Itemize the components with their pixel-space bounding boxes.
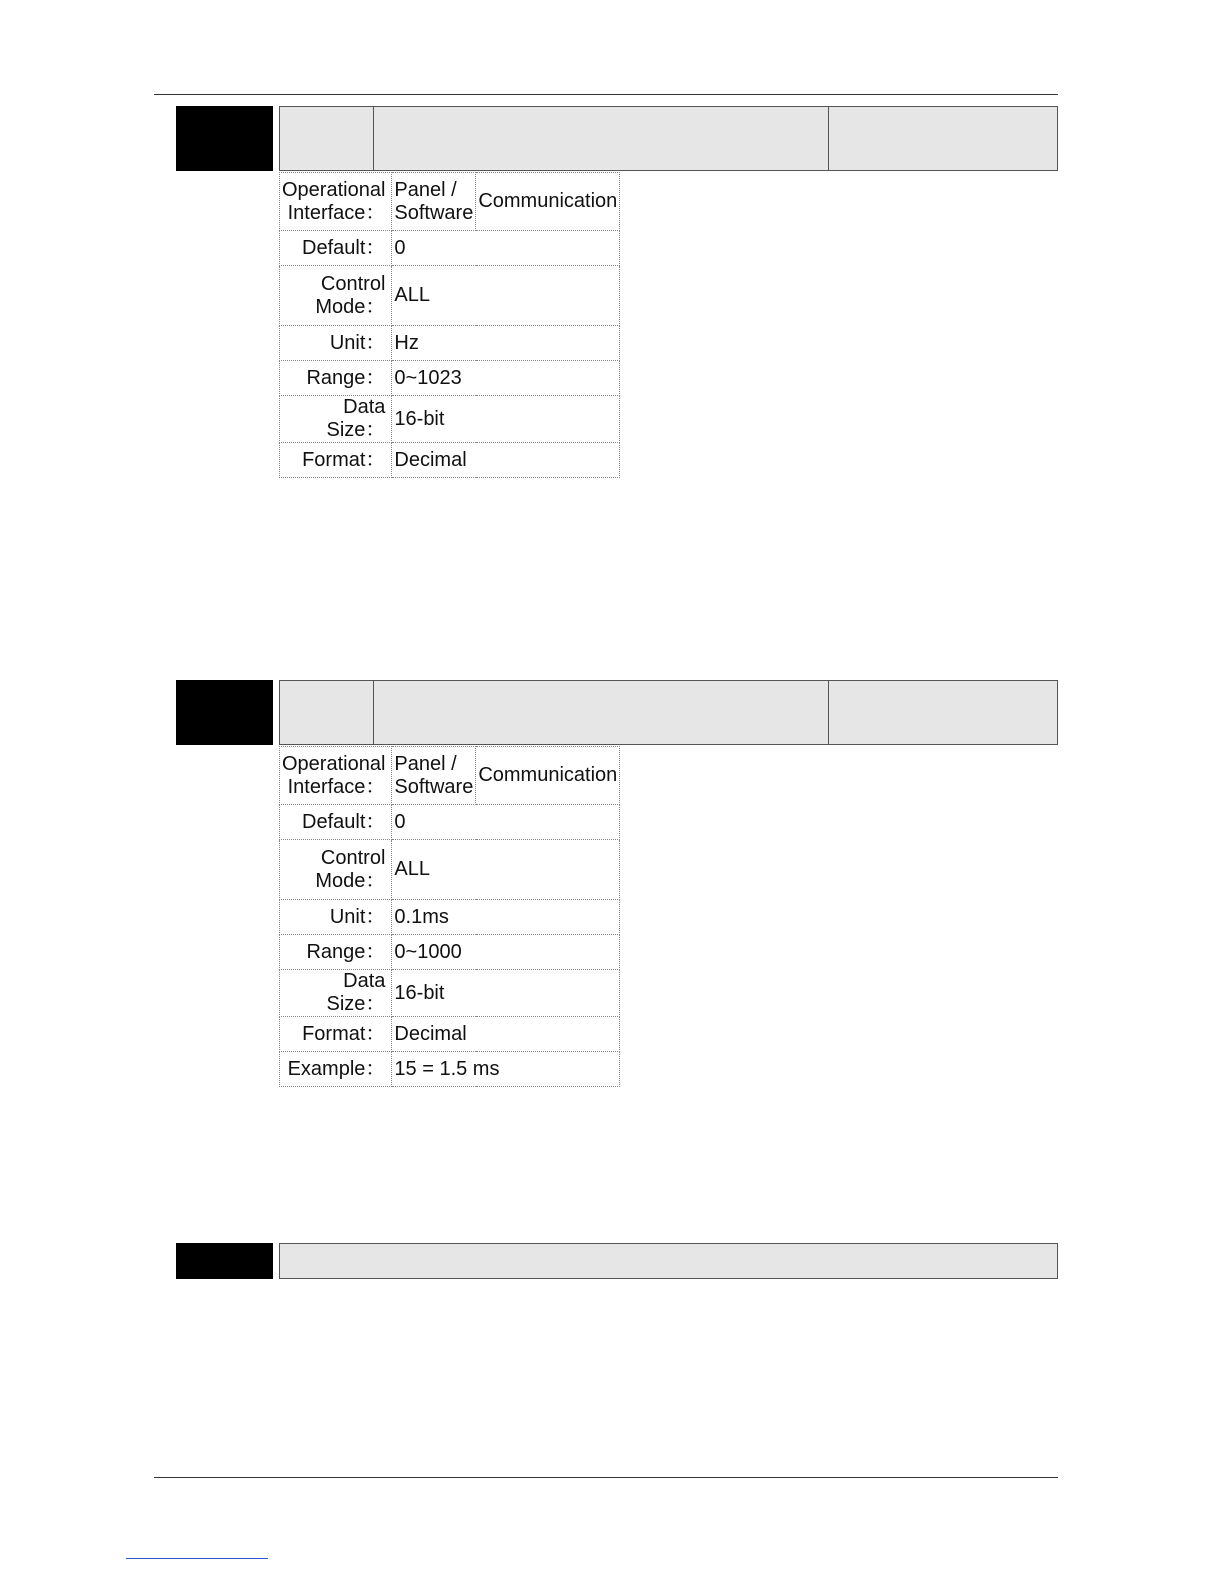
interface-label: Operational xyxy=(282,178,386,201)
parameter-code-box xyxy=(176,680,273,745)
interface-panel: Panel / Software xyxy=(392,747,476,805)
range-label: Range： xyxy=(280,935,392,970)
range-value: 0~1000 xyxy=(392,935,620,970)
interface-label: Operational xyxy=(282,752,386,775)
top-rule xyxy=(154,94,1058,95)
data-size-value: 16-bit xyxy=(392,970,620,1017)
parameter-code-box xyxy=(176,1243,273,1279)
parameter-spec-table xyxy=(279,172,620,478)
bottom-rule xyxy=(154,1477,1058,1478)
table-row: Control Mode： ALL xyxy=(280,266,620,326)
control-mode-value: ALL xyxy=(392,840,620,900)
default-value: 0 xyxy=(392,805,620,840)
table-row xyxy=(280,326,620,361)
format-value: Decimal xyxy=(392,1017,620,1052)
control-mode-value: ALL xyxy=(392,266,620,326)
table-row xyxy=(280,1052,620,1087)
interface-communication: Communication xyxy=(476,173,620,231)
control-mode-label: Control xyxy=(320,272,386,295)
format-label: Format： xyxy=(280,443,392,478)
range-label: Range： xyxy=(280,361,392,396)
table-row: Operational Interface： Panel / Software Communication xyxy=(280,173,620,231)
table-row: Operational Interface： Panel / Software Communication xyxy=(280,747,620,805)
table-row xyxy=(280,361,620,396)
table-row xyxy=(280,900,620,935)
control-mode-label: Control xyxy=(320,846,386,869)
unit-label: Unit： xyxy=(280,326,392,361)
table-row xyxy=(280,231,620,266)
format-label: Format： xyxy=(280,1017,392,1052)
table-row xyxy=(280,443,620,478)
parameter-code-box xyxy=(176,106,273,171)
footer-link-line xyxy=(126,1558,268,1559)
table-row xyxy=(280,396,620,443)
data-size-label: Data Size： xyxy=(280,396,392,443)
data-size-value: 16-bit xyxy=(392,396,620,443)
default-label: Default： xyxy=(280,231,392,266)
unit-label: Unit： xyxy=(280,900,392,935)
data-size-label: Data Size： xyxy=(280,970,392,1017)
example-value: 15 = 1.5 ms xyxy=(392,1052,620,1087)
default-value: 0 xyxy=(392,231,620,266)
table-row xyxy=(280,935,620,970)
table-row xyxy=(280,1017,620,1052)
interface-panel: Panel / Software xyxy=(392,173,476,231)
table-row: Control Mode： ALL xyxy=(280,840,620,900)
format-value: Decimal xyxy=(392,443,620,478)
parameter-header xyxy=(279,680,1058,745)
unit-value: Hz xyxy=(392,326,620,361)
example-label: Example： xyxy=(280,1052,392,1087)
default-label: Default： xyxy=(280,805,392,840)
range-value: 0~1023 xyxy=(392,361,620,396)
table-row xyxy=(280,805,620,840)
table-row xyxy=(280,970,620,1017)
unit-value: 0.1ms xyxy=(392,900,620,935)
interface-communication: Communication xyxy=(476,747,620,805)
parameter-header xyxy=(279,106,1058,171)
parameter-header xyxy=(279,1243,1058,1279)
parameter-spec-table xyxy=(279,746,620,1087)
